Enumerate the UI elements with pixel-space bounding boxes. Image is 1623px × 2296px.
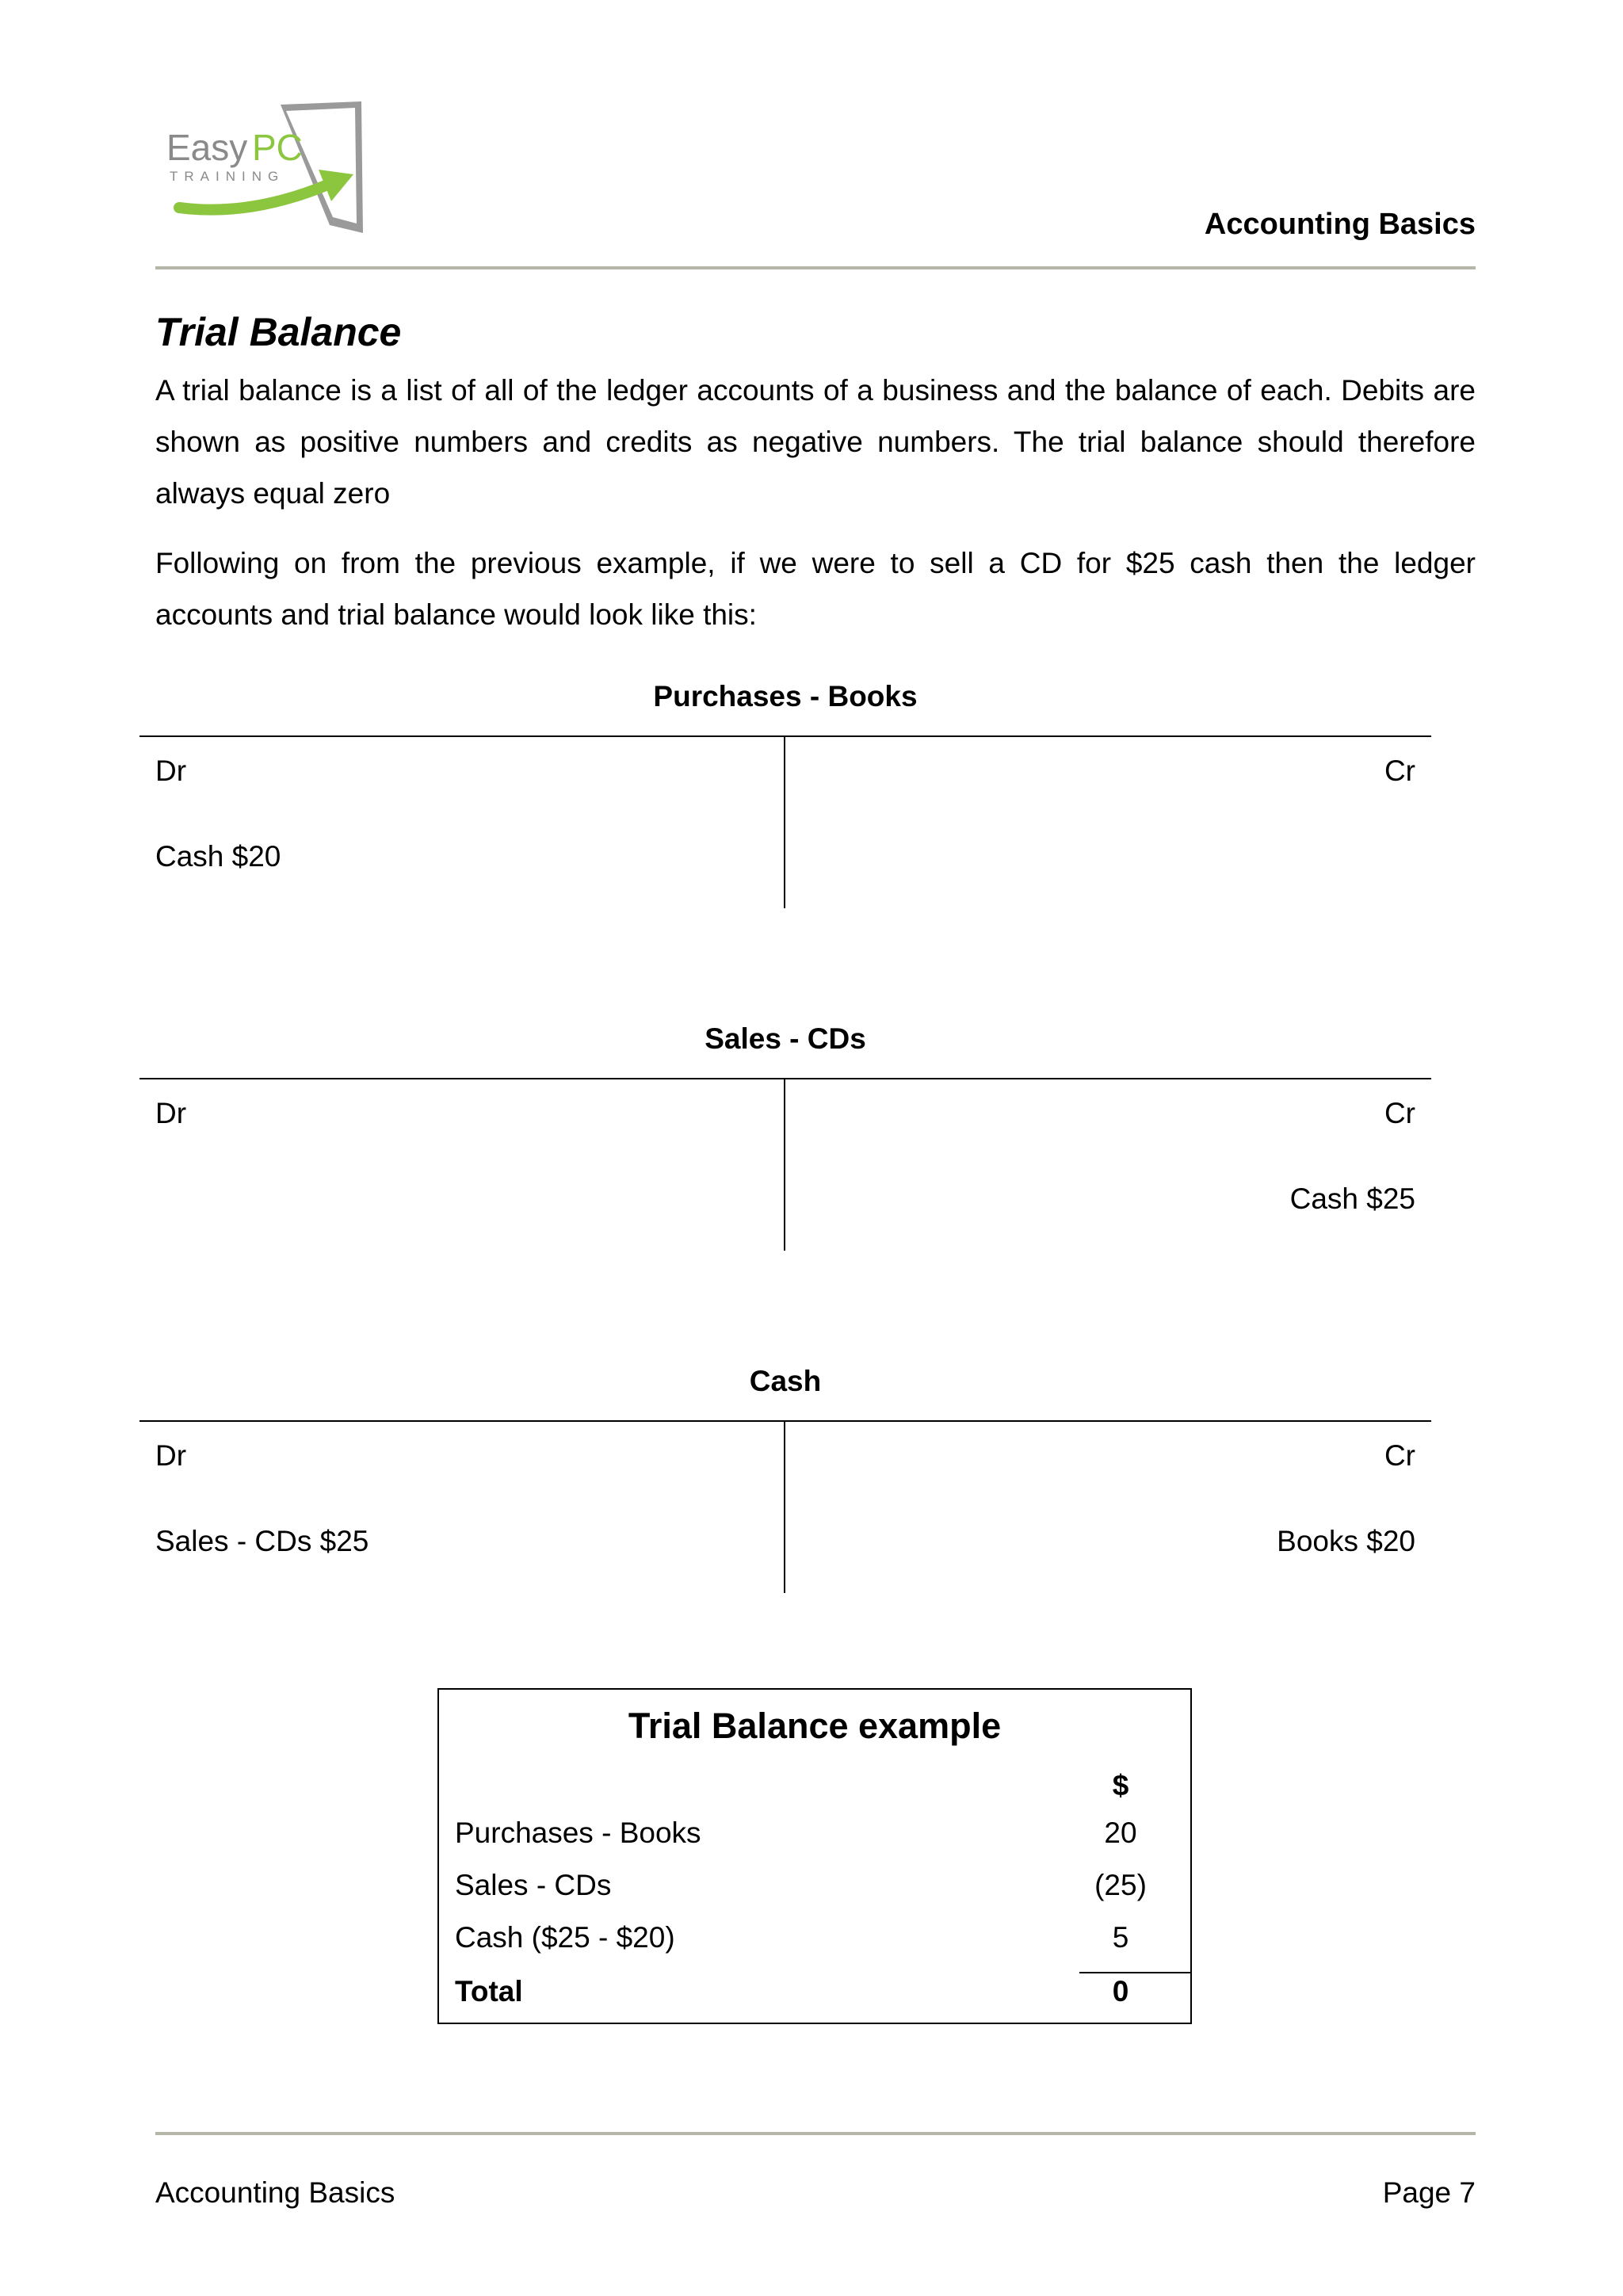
logo-tagline: TRAINING xyxy=(170,169,285,184)
currency-header: $ xyxy=(1112,1769,1129,1801)
footer-document-title: Accounting Basics xyxy=(155,2176,395,2209)
t-account-divider xyxy=(784,1422,785,1593)
trial-balance-table xyxy=(437,1688,1192,2024)
logo-text-pc: PC xyxy=(252,127,303,168)
intro-paragraph: A trial balance is a list of all of the ledger accounts of a business and the balance of each. Debits are shown as positive numbers and credits as negative numbers. The trial balance should therefore always equal zero xyxy=(155,374,1476,510)
t-account-divider xyxy=(784,1079,785,1251)
page-number: Page 7 xyxy=(1382,2176,1476,2209)
debit-label: Dr xyxy=(155,755,187,787)
row-name: Sales - CDs xyxy=(455,1869,612,1901)
logo-text-easy: Easy xyxy=(166,127,248,168)
t-account-title: Cash xyxy=(749,1365,822,1397)
credit-label: Cr xyxy=(1384,1439,1415,1472)
row-name: Purchases - Books xyxy=(455,1817,701,1849)
debit-label: Dr xyxy=(155,1439,187,1472)
trial-balance-title: Trial Balance example xyxy=(628,1706,1002,1746)
debit-label: Dr xyxy=(155,1097,187,1129)
table-row xyxy=(455,1921,1190,1973)
table-row xyxy=(455,1817,1190,1868)
table-row xyxy=(455,1869,1190,1920)
t-account-top-line xyxy=(139,735,1431,737)
total-underline xyxy=(1079,1972,1190,1973)
row-value: (25) xyxy=(1094,1869,1147,1901)
easypc-training-logo xyxy=(163,98,369,238)
credit-label: Cr xyxy=(1384,755,1415,787)
footer-divider xyxy=(155,2132,1476,2135)
t-account-cash xyxy=(139,1365,1431,1596)
total-value: 0 xyxy=(1112,1975,1129,2008)
t-account-title: Purchases - Books xyxy=(653,680,918,712)
example-paragraph: Following on from the previous example, if we were to sell a CD for $25 cash then the ledger accounts and trial balance would look like this: xyxy=(155,547,1476,631)
debit-entry: Sales - CDs $25 xyxy=(155,1525,369,1557)
header-title: Accounting Basics xyxy=(1204,208,1476,241)
t-account-purchases-books xyxy=(139,680,1431,911)
section-title: Trial Balance xyxy=(155,310,402,354)
t-account-divider xyxy=(784,737,785,908)
row-value: 20 xyxy=(1104,1817,1137,1849)
t-account-sales-cds xyxy=(139,1022,1431,1254)
t-account-top-line xyxy=(139,1420,1431,1422)
t-account-top-line xyxy=(139,1078,1431,1079)
header-divider xyxy=(155,266,1476,269)
row-value: 5 xyxy=(1112,1921,1129,1954)
total-row xyxy=(455,1975,1190,2027)
credit-label: Cr xyxy=(1384,1097,1415,1129)
debit-entry: Cash $20 xyxy=(155,840,281,873)
t-account-title: Sales - CDs xyxy=(705,1022,866,1055)
credit-entry: Books $20 xyxy=(1277,1525,1415,1557)
credit-entry: Cash $25 xyxy=(1289,1182,1415,1215)
row-name: Cash ($25 - $20) xyxy=(455,1921,675,1954)
total-label: Total xyxy=(455,1975,523,2008)
